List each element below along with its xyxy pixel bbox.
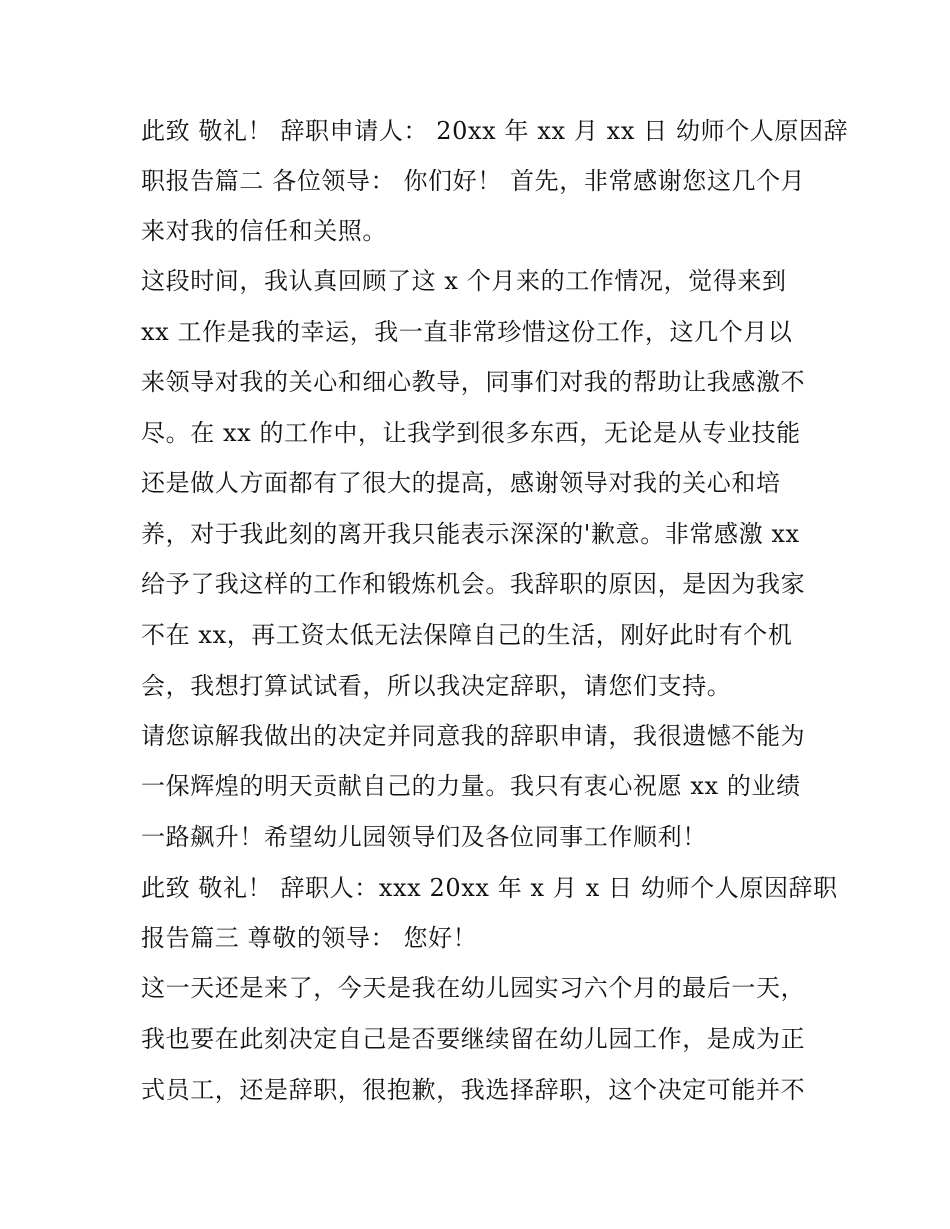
text-line: 来对我的信任和关照。 [141,217,387,245]
text-line: 会，我想打算试试看，所以我决定辞职，请您们支持。 [141,672,732,700]
text-line: 一保辉煌的明天贡献自己的力量。我只有衷心祝愿 xx 的业绩 [141,772,801,800]
text-line: 尽。在 xx 的工作中，让我学到很多东西，无论是从专业技能 [141,419,801,447]
text-line: 此致 敬礼！ 辞职申请人： 20xx 年 xx 月 xx 日 幼师个人原因辞 [141,117,849,145]
text-line: 养，对于我此刻的离开我只能表示深深的'歉意。非常感激 xx [141,520,800,548]
text-line: 报告篇三 尊敬的领导： 您好！ [141,924,478,952]
text-line: 式员工，还是辞职，很抱歉，我选择辞职，这个决定可能并不 [141,1076,806,1104]
text-line: 这段时间，我认真回顾了这 x 个月来的工作情况，觉得来到 [141,267,787,295]
text-line: 还是做人方面都有了很大的提高，感谢领导对我的关心和培 [141,469,781,497]
text-line: xx 工作是我的幸运，我一直非常珍惜这份工作，这几个月以 [141,318,793,346]
text-line: 此致 敬礼！ 辞职人：xxx 20xx 年 x 月 x 日 幼师个人原因辞职 [141,874,838,902]
text-line: 我也要在此刻决定自己是否要继续留在幼儿园工作，是成为正 [141,1025,806,1053]
text-line: 这一天还是来了，今天是我在幼儿园实习六个月的最后一天， [141,974,806,1002]
text-line: 来领导对我的关心和细心教导，同事们对我的帮助让我感激不 [141,368,806,396]
text-line: 不在 xx，再工资太低无法保障自己的生活，刚好此时有个机 [141,621,793,649]
text-line: 一路飙升！希望幼儿园领导们及各位同事工作顺利！ [141,823,707,851]
text-line: 请您谅解我做出的决定并同意我的辞职申请，我很遗憾不能为 [141,722,806,750]
text-line: 职报告篇二 各位领导： 你们好！ 首先，非常感谢您这几个月 [141,167,806,195]
text-line: 给予了我这样的工作和锻炼机会。我辞职的原因，是因为我家 [141,570,806,598]
